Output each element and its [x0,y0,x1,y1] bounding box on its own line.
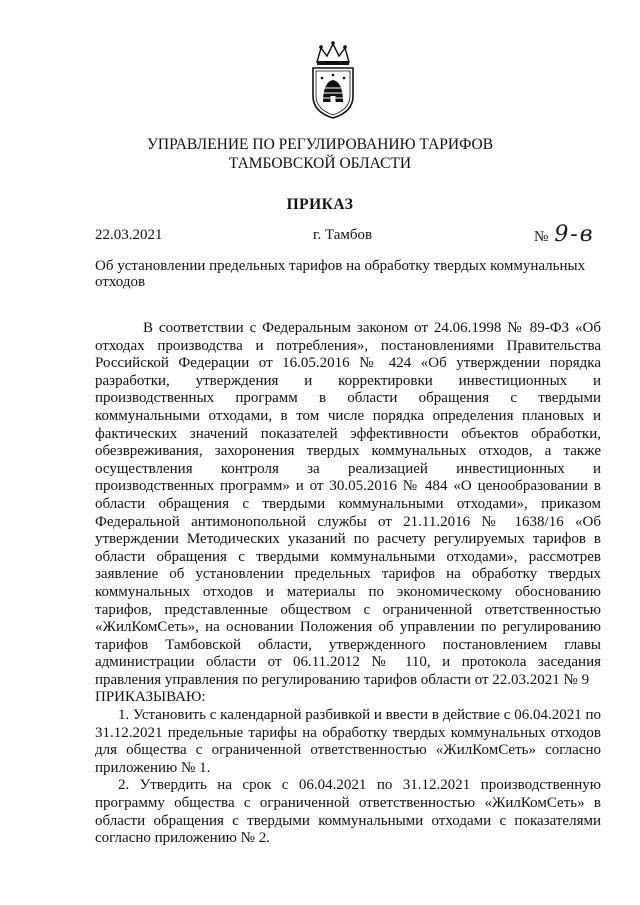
document-number-handwritten: 9-в [554,222,595,247]
document-number [534,222,595,247]
organization-name-line2: ТАМБОВСКОЙ ОБЛАСТИ [228,155,412,172]
order-item-2: 2. Утвердить на срок с 06.04.2021 по 31.12.2021 производственную программу общества с ограниченной ответственностью «ЖилКомСеть» в области обращения с твердыми коммунальными отходами с показателями согласно приложению № 2. [95,777,601,847]
document-subject: Об установлении предельных тарифов на обработку твердых коммунальных отходов [95,258,586,290]
preamble-paragraph: В соответствии с Федеральным законом от 24.06.1998 № 89-ФЗ «Об отходах производства и потребления», постановлениями Правительства Российской Федерации от 16.05.2016 № 424 «Об утверждении порядка разработки, утверждения и корректировки инвестиционных и производственных программ в области обращения с твердыми коммунальными отходами, в том числе порядка определения плановых и фактических значений показателей эффективности объектов обработки, обезвреживания, захоронения твердых коммунальных отходов, а также осуществления контроля за реализацией инвестиционных и производственных программ» и от 30.05.2016 № 484 «О ценообразовании в области обращения с твердыми коммунальными отходами», приказом Федеральной антимонопольной службы от 21.11.2016 № 1638/16 «Об утверждении Методических указаний по расчету регулируемых тарифов в области обращения с твердыми коммунальными отходами», рассмотрев заявление об установлении предельных тарифов на обработку твердых коммунальных отходов и материалы по экономическому обоснованию тарифов, представленные обществом с ограниченной ответственностью «ЖилКомСеть», на основании Положения об управлении по регулированию тарифов Тамбовской области, утвержденного постановлением главы администрации области от 06.11.2012 № 110, и протокола заседания правления управления по регулированию тарифов области от 22.03.2021 № 9 [95,320,601,688]
order-word: ПРИКАЗЫВАЮ: [95,689,206,706]
document-body [95,320,601,848]
organization-name-line1: УПРАВЛЕНИЕ ПО РЕГУЛИРОВАНИЮ ТАРИФОВ [146,136,494,153]
document-date: 22.03.2021 [95,227,163,243]
document-number-label: № [534,229,549,245]
document-city: г. Тамбов [313,227,373,243]
tambov-coat-of-arms-icon [307,40,359,120]
document-type-title: ПРИКАЗ [286,196,354,213]
order-item-1: 1. Установить с календарной разбивкой и ввести в действие с 06.04.2021 по 31.12.2021 предельные тарифы на обработку твердых коммунальных отходов для общества с ограниченной ответственностью «ЖилКомСеть» согласно приложению № 1. [95,707,601,776]
